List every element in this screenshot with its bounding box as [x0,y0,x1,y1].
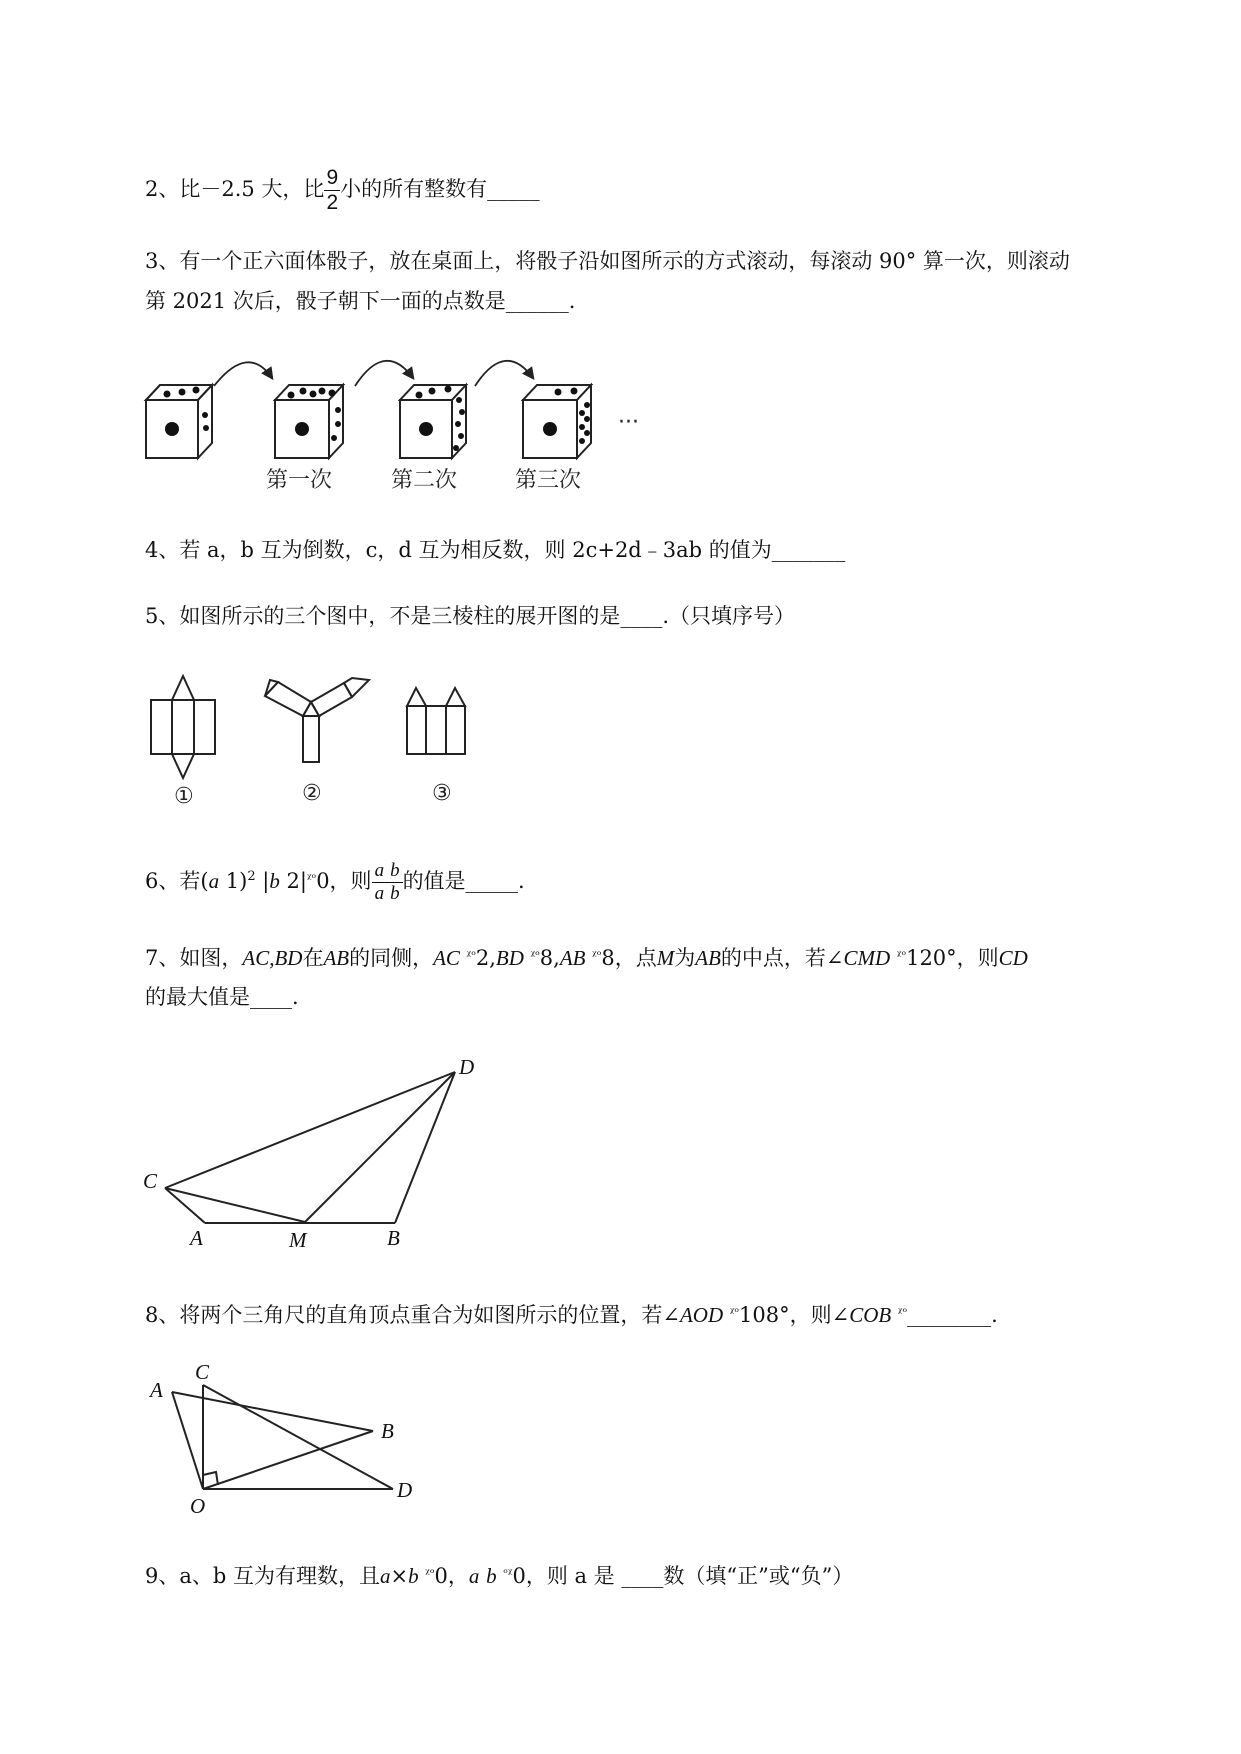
prism-label-3: ③ [432,781,452,806]
geometry-figure-q7 [165,1072,455,1223]
point-label-c: C [143,1169,158,1193]
q9-t2: ____数（填“正”或“负”） [621,1564,854,1588]
q6-zero-then: 0，则 [316,869,372,893]
roll-arrow-3 [475,361,533,386]
segment-cd [165,1072,455,1188]
q6-expr-b: 1) [219,869,248,893]
point-label-b: B [387,1226,400,1250]
q7-t2: 在 [302,946,324,970]
right-angle-mark [203,1472,218,1485]
question-7-line-2: 的最大值是____. [145,985,299,1009]
q8-mark-1: ᵡᵒ [729,1305,740,1319]
q9-mark-2: ᵒᵡ [503,1566,513,1580]
q6-fraction-b [387,860,403,905]
dice-ellipsis: ··· [618,410,639,435]
q6-frac-a-num: a [372,860,388,883]
q2-frac-num: 9 [326,166,339,189]
q6-frac-b-num: b [387,860,403,883]
prism-net-1 [151,676,215,778]
q9-a2: a [468,1564,480,1588]
q9-mark-1: ᵡᵒ [425,1566,435,1580]
q6-frac-b-den: b [390,883,400,904]
q9-times: × [390,1564,409,1588]
point-label-b-q8: B [381,1419,394,1443]
segment-bd [395,1072,455,1223]
q2-prefix: 2、比－2.5 大，比 [145,177,325,201]
q7-ac-bd: AC,BD [242,946,303,970]
geometry-figure-q8 [172,1385,393,1489]
prism-net-2 [265,678,369,762]
point-label-c-q8: C [195,1360,210,1384]
q7-mark-3: ᵡᵒ [592,948,602,962]
segment-md [305,1072,455,1222]
q7-t3: 的同侧， [349,946,434,970]
q6-suffix: 的值是_____. [402,869,525,893]
q7-cmd: CMD [843,946,891,970]
q7-t7: ，则 [956,946,999,970]
dice-label-1: 第一次 [266,468,333,493]
question-9 [145,1559,853,1590]
q6-frac-a-den: a [374,883,385,904]
question-5: 5、如图所示的三个图中，不是三棱柱的展开图的是____.（只填序号） [145,604,796,628]
q8-cob: COB [849,1303,892,1327]
q7-ab1: AB [323,946,350,970]
q7-mark-4: ᵡᵒ [896,948,907,962]
q6-abs-open: | [255,869,270,893]
q9-v1: 0， [434,1564,469,1588]
q7-t1: 7、如图， [145,946,243,970]
dice-label-3: 第三次 [515,468,582,493]
q7-v4: 120° [906,946,957,970]
q7-v2: 8, [539,946,560,970]
q9-t1: 9、a、b 互为有理数，且 [145,1564,380,1588]
q6-var-a: a [208,869,220,893]
roll-arrow-1 [214,362,272,386]
q6-exponent: 2 [247,869,256,884]
q7-bd: BD [495,946,524,970]
q7-mark-1: ᵡᵒ [466,948,476,962]
die-roll-3 [523,385,591,458]
point-label-a: A [190,1226,203,1250]
q2-suffix: 小的所有整数有_____ [340,177,540,201]
segment-cm [165,1188,305,1222]
question-3-line-1: 3、有一个正六面体骰子，放在桌面上，将骰子沿如图所示的方式滚动，每滚动 90° 算一次，则滚动 [145,249,1070,273]
q7-t6: 的中点，若∠ [720,946,844,970]
segment-cd-q8 [203,1385,393,1489]
q8-aod: AOD [679,1303,724,1327]
q7-ac: AC [433,946,460,970]
segment-ob [203,1431,373,1489]
prism-label-2: ② [302,781,322,806]
q2-frac-den: 2 [326,191,339,214]
prism-net-3 [407,688,465,754]
q7-v3: 8 [601,946,615,970]
point-label-d-q8: D [397,1478,413,1502]
point-label-m: M [289,1228,307,1252]
q7-ab3: AB [695,946,721,970]
question-7-line-1 [145,941,1028,972]
q9-a: a [380,1564,391,1588]
point-label-o-q8: O [190,1494,206,1518]
q6-garbled-mark: ᵡᵒ [306,871,317,885]
q7-mark-2: ᵡᵒ [530,948,540,962]
question-3-line-2: 第 2021 次后，骰子朝下一面的点数是______. [145,289,576,313]
point-label-a-q8: A [150,1378,163,1402]
question-6 [145,860,525,905]
point-label-d: D [459,1055,475,1079]
dice-label-2: 第二次 [391,468,458,493]
q9-b: b [408,1564,419,1588]
q7-m: M [656,946,675,970]
die-initial [146,385,212,458]
q8-mark-2: ᵡᵒ [897,1305,908,1319]
segment-oa [172,1392,203,1489]
q7-t4: ，点 [614,946,657,970]
q6-prefix: 6、若 [145,869,201,893]
q6-paren: ( [200,869,209,893]
q8-v1: 108° [739,1303,790,1327]
q7-t5: 为 [674,946,696,970]
question-8 [145,1298,998,1329]
q9-b2: b [486,1564,497,1588]
q6-fraction-a [372,860,388,905]
q7-ab2: AB [559,946,586,970]
q8-t3: ________. [907,1303,998,1327]
q8-t1: 8、将两个三角尺的直角顶点重合为如图所示的位置，若∠ [145,1303,680,1327]
q6-var-b: b [269,869,280,893]
q7-v1: 2, [475,946,496,970]
q9-v2: 0，则 a 是 [512,1564,622,1588]
roll-arrow-2 [355,361,413,386]
question-4: 4、若 a，b 互为倒数，c，d 互为相反数，则 2c+2d﹣3ab 的值为_______ [145,538,846,562]
q7-cd: CD [998,946,1028,970]
q6-abs-close: 2| [279,869,307,893]
q8-t2: ，则∠ [789,1303,850,1327]
prism-label-1: ① [174,784,194,809]
